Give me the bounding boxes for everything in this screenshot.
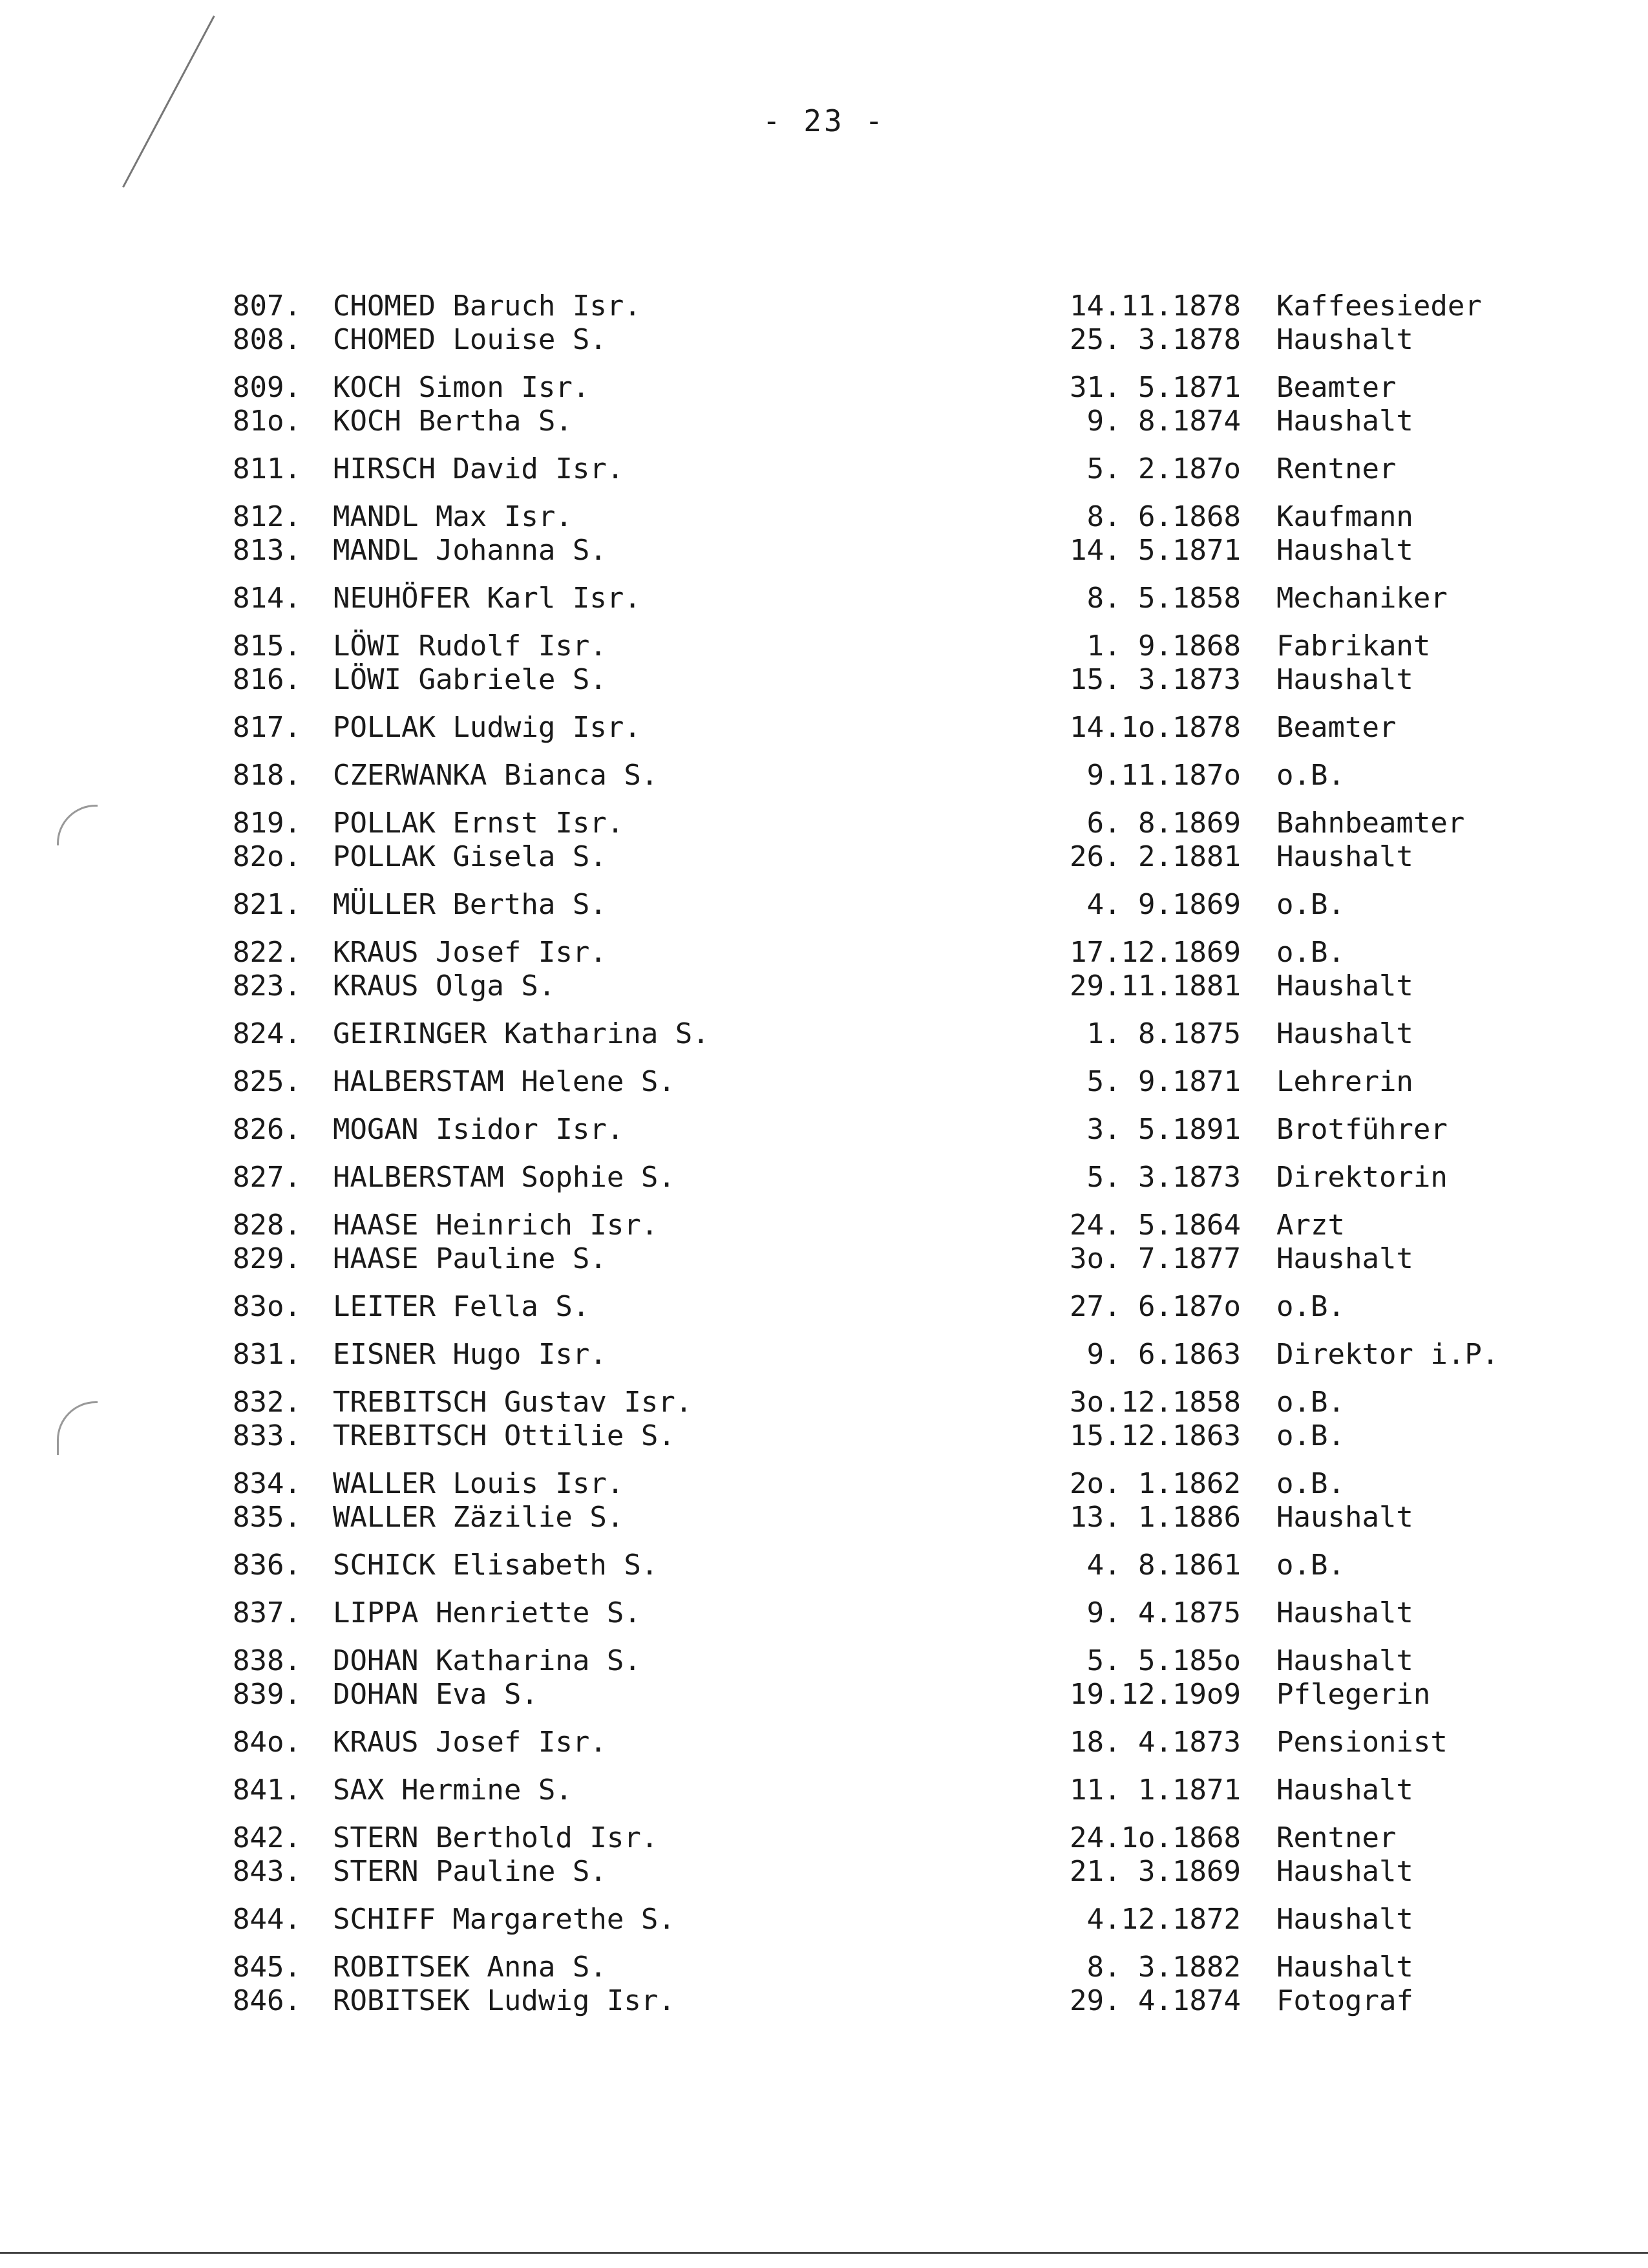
birth-date: 1. 9.1868: [1086, 630, 1241, 662]
entry-number: 824.: [233, 1017, 301, 1050]
occupation: o.B.: [1276, 1467, 1345, 1500]
occupation: Lehrerin: [1276, 1065, 1413, 1098]
birth-date: 4. 8.1861: [1086, 1549, 1241, 1582]
occupation: Haushalt: [1276, 1951, 1413, 1984]
list-item: [233, 534, 1499, 567]
birth-date: 5. 9.1871: [1086, 1065, 1241, 1098]
list-item: [233, 1903, 1499, 1936]
entry-group: [233, 500, 1499, 567]
person-name: LÖWI Rudolf Isr.: [333, 630, 607, 662]
person-name: HAASE Pauline S.: [333, 1242, 607, 1275]
entry-number: 82o.: [233, 840, 301, 873]
entry-number: 839.: [233, 1678, 301, 1711]
list-item: [233, 1596, 1499, 1630]
person-name: LÖWI Gabriele S.: [333, 663, 607, 696]
birth-date: 3. 5.1891: [1086, 1113, 1241, 1146]
entry-number: 841.: [233, 1774, 301, 1807]
entry-number: 821.: [233, 888, 301, 921]
birth-date: 17.12.1869: [1070, 936, 1241, 969]
person-name: SCHIFF Margarethe S.: [333, 1903, 675, 1936]
entry-number: 816.: [233, 663, 301, 696]
person-name: HAASE Heinrich Isr.: [333, 1209, 659, 1242]
occupation: Rentner: [1276, 452, 1397, 485]
list-item: [233, 711, 1499, 745]
occupation: Direktor i.P.: [1276, 1338, 1499, 1371]
list-item: [233, 1242, 1499, 1276]
birth-date: 11. 1.1871: [1070, 1774, 1241, 1807]
person-name: STERN Pauline S.: [333, 1855, 607, 1888]
occupation: Haushalt: [1276, 323, 1413, 356]
list-item: [233, 1113, 1499, 1147]
birth-date: 8. 5.1858: [1086, 582, 1241, 615]
occupation: Arzt: [1276, 1209, 1345, 1242]
entry-number: 817.: [233, 711, 301, 744]
occupation: o.B.: [1276, 1290, 1345, 1323]
entry-number: 828.: [233, 1209, 301, 1242]
entry-group: [233, 711, 1499, 745]
list-item: [233, 290, 1499, 323]
list-item: [233, 663, 1499, 697]
entry-group: [233, 1161, 1499, 1194]
list-item: [233, 1855, 1499, 1889]
birth-date: 4.12.1872: [1086, 1903, 1241, 1936]
occupation: Haushalt: [1276, 663, 1413, 696]
birth-date: 9.11.187o: [1086, 759, 1241, 792]
occupation: Brotführer: [1276, 1113, 1448, 1146]
entry-group: [233, 1113, 1499, 1147]
entry-number: 819.: [233, 807, 301, 840]
entry-group: [233, 1903, 1499, 1936]
entry-group: [233, 888, 1499, 922]
hole-punch-mark-lower: [57, 1401, 98, 1455]
list-item: [233, 1386, 1499, 1419]
occupation: Direktorin: [1276, 1161, 1448, 1194]
entry-number: 829.: [233, 1242, 301, 1275]
entry-number: 825.: [233, 1065, 301, 1098]
birth-date: 6. 8.1869: [1086, 807, 1241, 840]
list-item: [233, 1678, 1499, 1712]
page-number: - 23 -: [762, 103, 886, 138]
person-name: WALLER Zäzilie S.: [333, 1501, 624, 1534]
entry-number: 827.: [233, 1161, 301, 1194]
birth-date: 25. 3.1878: [1070, 323, 1241, 356]
person-name: STERN Berthold Isr.: [333, 1821, 659, 1854]
occupation: o.B.: [1276, 936, 1345, 969]
person-name: LIPPA Henriette S.: [333, 1596, 641, 1629]
list-item: [233, 1726, 1499, 1759]
person-name: HALBERSTAM Sophie S.: [333, 1161, 675, 1194]
birth-date: 24. 5.1864: [1070, 1209, 1241, 1242]
entry-number: 84o.: [233, 1726, 301, 1759]
list-item: [233, 500, 1499, 534]
occupation: o.B.: [1276, 888, 1345, 921]
list-item: [233, 1549, 1499, 1582]
occupation: Haushalt: [1276, 1774, 1413, 1807]
occupation: o.B.: [1276, 1419, 1345, 1452]
list-item: [233, 323, 1499, 357]
list-item: [233, 1161, 1499, 1194]
list-item: [233, 371, 1499, 405]
list-item: [233, 888, 1499, 922]
person-name: CZERWANKA Bianca S.: [333, 759, 659, 792]
entry-group: [233, 1065, 1499, 1099]
entry-number: 846.: [233, 1984, 301, 2017]
entry-number: 83o.: [233, 1290, 301, 1323]
occupation: Kaffeesieder: [1276, 290, 1482, 323]
entry-group: [233, 1386, 1499, 1453]
list-item: [233, 1951, 1499, 1984]
birth-date: 13. 1.1886: [1070, 1501, 1241, 1534]
occupation: Beamter: [1276, 711, 1397, 744]
list-item: [233, 582, 1499, 615]
person-name: ROBITSEK Anna S.: [333, 1951, 607, 1984]
birth-date: 2o. 1.1862: [1070, 1467, 1241, 1500]
list-item: [233, 452, 1499, 486]
person-list: [233, 290, 1499, 2032]
birth-date: 21. 3.1869: [1070, 1855, 1241, 1888]
birth-date: 27. 6.187o: [1070, 1290, 1241, 1323]
birth-date: 8. 3.1882: [1086, 1951, 1241, 1984]
birth-date: 29. 4.1874: [1070, 1984, 1241, 2017]
person-name: MANDL Max Isr.: [333, 500, 573, 533]
person-name: LEITER Fella S.: [333, 1290, 590, 1323]
entry-group: [233, 1951, 1499, 2018]
person-name: MANDL Johanna S.: [333, 534, 607, 567]
occupation: Pflegerin: [1276, 1678, 1431, 1711]
entry-group: [233, 1549, 1499, 1582]
list-item: [233, 1065, 1499, 1099]
occupation: Haushalt: [1276, 1903, 1413, 1936]
birth-date: 9. 4.1875: [1086, 1596, 1241, 1629]
occupation: Haushalt: [1276, 534, 1413, 567]
occupation: Haushalt: [1276, 1242, 1413, 1275]
pencil-stroke-mark: [122, 16, 215, 187]
list-item: [233, 1017, 1499, 1051]
birth-date: 9. 8.1874: [1086, 405, 1241, 438]
birth-date: 3o.12.1858: [1070, 1386, 1241, 1419]
entry-number: 826.: [233, 1113, 301, 1146]
list-item: [233, 840, 1499, 874]
entry-number: 833.: [233, 1419, 301, 1452]
person-name: POLLAK Ludwig Isr.: [333, 711, 641, 744]
occupation: o.B.: [1276, 1386, 1345, 1419]
list-item: [233, 630, 1499, 663]
entry-group: [233, 936, 1499, 1003]
birth-date: 18. 4.1873: [1070, 1726, 1241, 1759]
entry-number: 842.: [233, 1821, 301, 1854]
person-name: WALLER Louis Isr.: [333, 1467, 624, 1500]
person-name: NEUHÖFER Karl Isr.: [333, 582, 641, 615]
list-item: [233, 1419, 1499, 1453]
occupation: Haushalt: [1276, 1596, 1413, 1629]
entry-number: 836.: [233, 1549, 301, 1582]
entry-number: 822.: [233, 936, 301, 969]
entry-number: 843.: [233, 1855, 301, 1888]
occupation: Haushalt: [1276, 970, 1413, 1002]
birth-date: 9. 6.1863: [1086, 1338, 1241, 1371]
entry-number: 814.: [233, 582, 301, 615]
person-name: CHOMED Louise S.: [333, 323, 607, 356]
birth-date: 3o. 7.1877: [1070, 1242, 1241, 1275]
list-item: [233, 1644, 1499, 1678]
entry-number: 811.: [233, 452, 301, 485]
person-name: POLLAK Ernst Isr.: [333, 807, 624, 840]
birth-date: 31. 5.1871: [1070, 371, 1241, 404]
occupation: Fotograf: [1276, 1984, 1413, 2017]
person-name: MOGAN Isidor Isr.: [333, 1113, 624, 1146]
birth-date: 14.11.1878: [1070, 290, 1241, 323]
entry-group: [233, 1726, 1499, 1759]
entry-group: [233, 630, 1499, 697]
birth-date: 26. 2.1881: [1070, 840, 1241, 873]
birth-date: 14. 5.1871: [1070, 534, 1241, 567]
birth-date: 15. 3.1873: [1070, 663, 1241, 696]
occupation: Mechaniker: [1276, 582, 1448, 615]
entry-number: 845.: [233, 1951, 301, 1984]
entry-number: 831.: [233, 1338, 301, 1371]
occupation: Kaufmann: [1276, 500, 1413, 533]
entry-number: 808.: [233, 323, 301, 356]
person-name: KRAUS Olga S.: [333, 970, 556, 1002]
birth-date: 1. 8.1875: [1086, 1017, 1241, 1050]
entry-number: 815.: [233, 630, 301, 662]
birth-date: 15.12.1863: [1070, 1419, 1241, 1452]
list-item: [233, 1290, 1499, 1324]
person-name: KRAUS Josef Isr.: [333, 936, 607, 969]
birth-date: 5. 2.187o: [1086, 452, 1241, 485]
occupation: Haushalt: [1276, 1501, 1413, 1534]
entry-group: [233, 1338, 1499, 1372]
person-name: HALBERSTAM Helene S.: [333, 1065, 675, 1098]
person-name: SAX Hermine S.: [333, 1774, 573, 1807]
occupation: Fabrikant: [1276, 630, 1431, 662]
list-item: [233, 936, 1499, 970]
occupation: Beamter: [1276, 371, 1397, 404]
birth-date: 4. 9.1869: [1086, 888, 1241, 921]
person-name: CHOMED Baruch Isr.: [333, 290, 641, 323]
person-name: ROBITSEK Ludwig Isr.: [333, 1984, 675, 2017]
entry-group: [233, 371, 1499, 438]
entry-group: [233, 1596, 1499, 1630]
entry-number: 807.: [233, 290, 301, 323]
occupation: Haushalt: [1276, 840, 1413, 873]
birth-date: 8. 6.1868: [1086, 500, 1241, 533]
entry-group: [233, 807, 1499, 874]
list-item: [233, 807, 1499, 840]
entry-group: [233, 1290, 1499, 1324]
entry-number: 812.: [233, 500, 301, 533]
person-name: POLLAK Gisela S.: [333, 840, 607, 873]
occupation: Bahnbeamter: [1276, 807, 1465, 840]
entry-number: 809.: [233, 371, 301, 404]
entry-number: 81o.: [233, 405, 301, 438]
entry-group: [233, 1209, 1499, 1276]
entry-group: [233, 582, 1499, 615]
entry-number: 838.: [233, 1644, 301, 1677]
birth-date: 14.1o.1878: [1070, 711, 1241, 744]
entry-group: [233, 452, 1499, 486]
entry-group: [233, 1644, 1499, 1712]
entry-number: 837.: [233, 1596, 301, 1629]
entry-number: 844.: [233, 1903, 301, 1936]
birth-date: 29.11.1881: [1070, 970, 1241, 1002]
occupation: o.B.: [1276, 1549, 1345, 1582]
occupation: Pensionist: [1276, 1726, 1448, 1759]
person-name: TREBITSCH Ottilie S.: [333, 1419, 675, 1452]
entry-number: 835.: [233, 1501, 301, 1534]
occupation: o.B.: [1276, 759, 1345, 792]
person-name: HIRSCH David Isr.: [333, 452, 624, 485]
person-name: SCHICK Elisabeth S.: [333, 1549, 659, 1582]
entry-group: [233, 1774, 1499, 1807]
birth-date: 24.1o.1868: [1070, 1821, 1241, 1854]
entry-group: [233, 1467, 1499, 1534]
list-item: [233, 405, 1499, 438]
bottom-rule: [0, 2252, 1648, 2254]
occupation: Haushalt: [1276, 1855, 1413, 1888]
entry-number: 823.: [233, 970, 301, 1002]
entry-group: [233, 759, 1499, 792]
birth-date: 5. 5.185o: [1086, 1644, 1241, 1677]
list-item: [233, 1338, 1499, 1372]
entry-number: 832.: [233, 1386, 301, 1419]
hole-punch-mark-upper: [57, 805, 98, 845]
list-item: [233, 1774, 1499, 1807]
occupation: Haushalt: [1276, 405, 1413, 438]
list-item: [233, 1501, 1499, 1534]
entry-group: [233, 290, 1499, 357]
person-name: DOHAN Eva S.: [333, 1678, 538, 1711]
person-name: TREBITSCH Gustav Isr.: [333, 1386, 693, 1419]
list-item: [233, 759, 1499, 792]
list-item: [233, 970, 1499, 1003]
list-item: [233, 1467, 1499, 1501]
list-item: [233, 1821, 1499, 1855]
occupation: Haushalt: [1276, 1017, 1413, 1050]
person-name: EISNER Hugo Isr.: [333, 1338, 607, 1371]
person-name: MÜLLER Bertha S.: [333, 888, 607, 921]
entry-number: 834.: [233, 1467, 301, 1500]
entry-group: [233, 1821, 1499, 1889]
list-item: [233, 1209, 1499, 1242]
person-name: KRAUS Josef Isr.: [333, 1726, 607, 1759]
list-item: [233, 1984, 1499, 2018]
entry-number: 813.: [233, 534, 301, 567]
person-name: GEIRINGER Katharina S.: [333, 1017, 710, 1050]
person-name: KOCH Bertha S.: [333, 405, 573, 438]
person-name: KOCH Simon Isr.: [333, 371, 590, 404]
occupation: Rentner: [1276, 1821, 1397, 1854]
birth-date: 5. 3.1873: [1086, 1161, 1241, 1194]
occupation: Haushalt: [1276, 1644, 1413, 1677]
person-name: DOHAN Katharina S.: [333, 1644, 641, 1677]
entry-number: 818.: [233, 759, 301, 792]
entry-group: [233, 1017, 1499, 1051]
birth-date: 19.12.19o9: [1070, 1678, 1241, 1711]
